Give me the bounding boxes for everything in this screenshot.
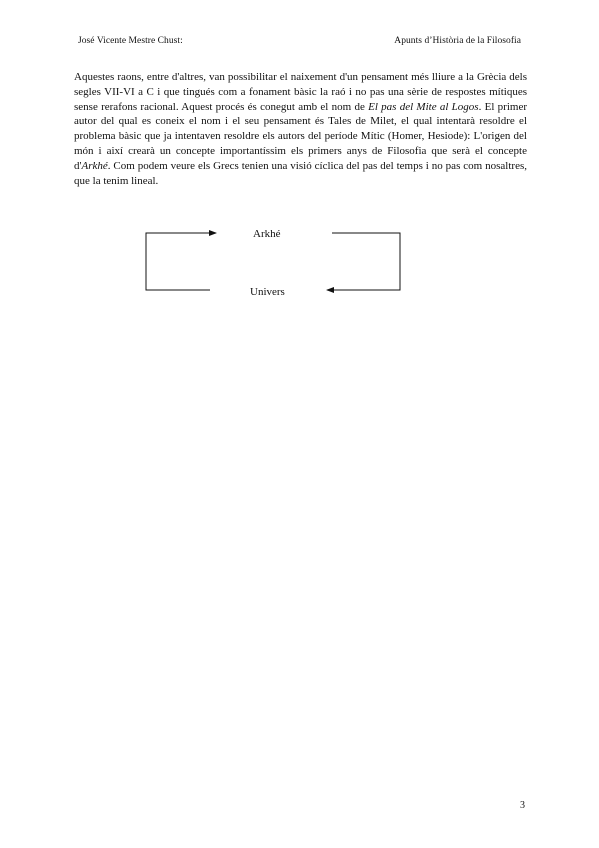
header-title: Apunts d’Història de la Filosofia [394, 36, 521, 46]
paragraph-text-3: . Com podem veure els Grecs tenien una visió cíclica del pas del temps i no pas com nosaltres, que la tenim lineal. [74, 159, 527, 187]
left-arrow [146, 233, 216, 290]
univers-label: Univers [250, 286, 285, 298]
paragraph-italic-mite-logos: El pas del Mite al Logos [368, 100, 479, 113]
header-author: José Vicente Mestre Chust: [78, 36, 183, 46]
arkhe-label: Arkhé [253, 228, 281, 240]
body-paragraph [74, 70, 527, 188]
right-arrow [327, 233, 400, 290]
paragraph-italic-arkhe: Arkhé [81, 159, 108, 172]
page-number: 3 [520, 800, 525, 811]
paragraph-text-2: . El primer autor del qual es coneix el nom i el seu pensament és Tales de Milet, el qual intentarà resoldre el problema bàsic que ja intentaven resoldre els autors del període Mític (Homer, Hesiode): L'origen del món i així crearà un concepte importantíssim els primers anys de Filosofia que serà el concepte d' [74, 100, 527, 172]
cycle-diagram [140, 222, 410, 307]
paragraph-text-1: Aquestes raons, entre d'altres, van possibilitar el naixement d'un pensament més lliure a la Grècia dels segles VII-VI a C i que tingués com a fonament bàsic la raó i no pas una sèrie de respostes mítiques sense rerafons racional. Aquest procés és conegut amb el nom de [74, 71, 527, 113]
